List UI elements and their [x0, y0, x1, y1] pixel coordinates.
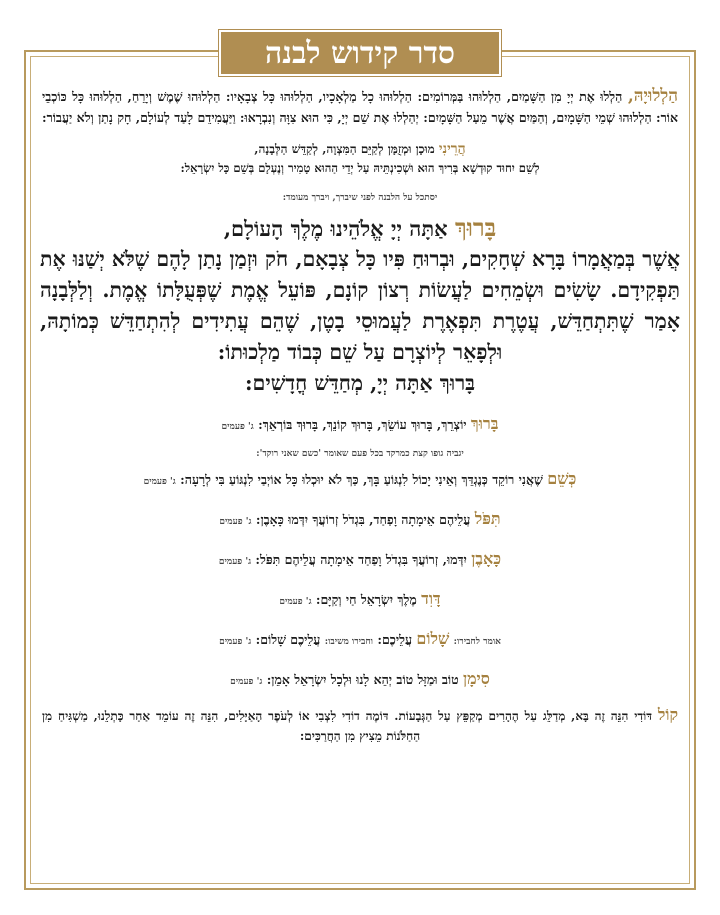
line-text: שֶׁאֲנִי רוֹקֵד כְּנֶגְדֵּךְ וְאֵינִי יָכוֹל לִנְגּוֹעַ בָּךְ, כַּךְ לֹא יוּכְלוּ כָּל אוֹיְבַי לִנְגּוֹעַ בִּי לְרָעָה: [180, 472, 543, 487]
blessing-line1: אַתָּה יְיָ אֱלֹהֵינוּ מֶלֶךְ הָעוֹלָם, [223, 216, 448, 241]
repeat-note: ג' פעמים [221, 422, 254, 432]
line-lead: שָׁלוֹם [416, 629, 450, 648]
repeat-note: ג' פעמים [218, 557, 252, 567]
hineni-line-2: לְשֵׁם יִחוּד קוּדְשָׁא בְּרִיךְ הוּא וּשְׁכִינְתֵּיהּ עַל יְדֵי הַהוּא טָמִיר וְנֶעְלָם בְּשֵׁם כָּל יִשְׂרָאֵל: [180, 161, 540, 175]
line-lead: תִּפֹּל [474, 509, 501, 528]
repeat-note: ג' פעמים [279, 597, 312, 607]
line-lead: סִימָן [462, 669, 490, 688]
line-text: יִדְּמוּ, זְרוֹעֲךָ בִּגְדֹל וָפַחַד אֵימָתָה עֲלֵיהֶם תִּפֹּל: [255, 552, 467, 567]
blessing-closing: בָּרוּךְ אַתָּה יְיָ, מְחַדֵּשׁ חֳדָשִׁים: [244, 371, 476, 395]
line-mid-note: וחבירו משיבו: [324, 637, 373, 647]
line-shalom [38, 629, 682, 649]
hineni-text: מוּכָן וּמְזֻמָּן לְקַיֵּם הַמִּצְוָה, לְקַדֵּשׁ הַלְּבָנָה, [254, 142, 435, 156]
kol-text: דּוֹדִי הִנֵּה זֶה בָּא, מְדַלֵּג עַל הֶהָרִים מְקַפֵּץ עַל הַגְּבָעוֹת. דּוֹמֶה דוֹדִי לִצְבִי אוֹ לְעֹפֶר הָאַיָּלִים, הִנֵּה זֶה עוֹמֵד אַחַר כָּתְלֵנוּ, מַשְׁגִּיחַ מִן הַחַלֹּנוֹת מֵצִיץ מִן הַחֲרַכִּים: [42, 709, 653, 743]
line-lead: בָּרוּךְ [470, 414, 499, 433]
blessing-first-line [38, 213, 682, 244]
line-david [38, 589, 682, 609]
kol-opening: קוֹל [657, 705, 678, 724]
line-text: עֲלֵיהֶם אֵימָתָה וָפַחַד, בִּגְדֹל זְרוֹעֲךָ יִדְּמוּ כָּאָבֶן: [255, 512, 471, 527]
line-text: עֲלֵיכֶם: [377, 632, 413, 647]
line-text: יוֹצְרֵךְ, בָּרוּךְ עוֹשֵׂךְ, בָּרוּךְ קוֹנֵךְ, בָּרוּךְ בּוֹרְאֵךְ: [258, 417, 467, 432]
line-lead: כְּשֵׁם [547, 469, 577, 488]
line-text: טוֹב וּמַזָּל טוֹב יְהֵא לָנוּ וּלְכָל יִשְׂרָאֵל אָמֵן: [266, 672, 459, 687]
psalm-opening: הַלְלוּיָהּ, [627, 86, 678, 106]
line-pre-note: אומר לחבירו: [453, 637, 501, 647]
repeat-note: ג' פעמים [143, 477, 176, 487]
line-baruch-yotzrech [38, 414, 682, 434]
psalm-paragraph [38, 86, 682, 128]
blessing-opening: בָּרוּךְ [454, 213, 497, 242]
instruction-dance: יגביה גופו קצת כמרקד בכל פעם שאומר 'כשם שאני רוקד': [256, 449, 464, 459]
line-keshem [38, 469, 682, 489]
repeat-note: ג' פעמים [219, 637, 252, 647]
prayer-content [38, 80, 682, 746]
line-tipol [38, 509, 682, 529]
line-kaaven [38, 549, 682, 569]
blessing-body: אֲשֶׁר בְּמַאֲמָרוֹ בָּרָא שְׁחָקִים, וּבְרוּחַ פִּיו כָּל צְבָאָם, חֹק וּזְמַן נָתַן לָהֶם שֶׁלֹּא יְשַׁנּוּ אֶת תַּפְקִידָם. שָׂשִׂים וּשְׂמֵחִים לַעֲשׂוֹת רְצוֹן קוֹנָם, פּוֹעֵל אֱמֶת שֶׁפְּעֻלָּתוֹ אֱמֶת. וְלַלְּבָנָה אָמַר שֶׁתִּתְחַדֵּשׁ, עֲטֶרֶת תִּפְאֶרֶת לַעֲמוּסֵי בָטֶן, שֶׁהֵם עֲתִידִים לְהִתְחַדֵּשׁ כְּמוֹתָהּ, וּלְפָאֵר לְיוֹצְרָם עַל שֵׁם כְּבוֹד מַלְכוּתוֹ: [40, 247, 680, 364]
line-lead: כָּאָבֶן [471, 549, 502, 568]
kol-paragraph [38, 705, 682, 746]
hineni-opening: הֲרֵינִי [438, 141, 466, 157]
psalm-text: הַלְלוּ אֶת יְיָ מִן הַשָּׁמַיִם, הַלְלוּהוּ בַּמְּרוֹמִים: הַלְלוּהוּ כָל מַלְאָכָיו, הַלְלוּהוּ כָּל צְבָאָיו: הַלְלוּהוּ שֶׁמֶשׁ וְיָרֵחַ, הַלְלוּהוּ כָּל כּוֹכְבֵי אוֹר: הַלְלוּהוּ שְׁמֵי הַשָּׁמָיִם, וְהַמַּיִם אֲשֶׁר מֵעַל הַשָּׁמָיִם: יְהַלְלוּ אֶת שֵׁם יְיָ, כִּי הוּא צִוָּה וְנִבְרָאוּ: וַיַּעֲמִידֵם לָעַד לְעוֹלָם, חָק נָתַן וְלֹא יַעֲבוֹר: [41, 89, 678, 125]
line-lead: דָּוִד [421, 589, 441, 608]
hineni-line [38, 140, 682, 158]
line-text: מֶלֶךְ יִשְׂרָאֵל חַי וְקַיָּם: [315, 592, 417, 607]
instruction-look-at-moon: יסתכל על הלבנה לפני שיברך, ויברך מעומד: [282, 193, 438, 203]
line-siman [38, 669, 682, 689]
page-title: סדר קידוש לבנה [219, 30, 501, 76]
repeat-note: ג' פעמים [230, 677, 263, 687]
repeat-note: ג' פעמים [219, 517, 252, 527]
line-text-2: עֲלֵיכֶם שָׁלוֹם: [255, 632, 321, 647]
